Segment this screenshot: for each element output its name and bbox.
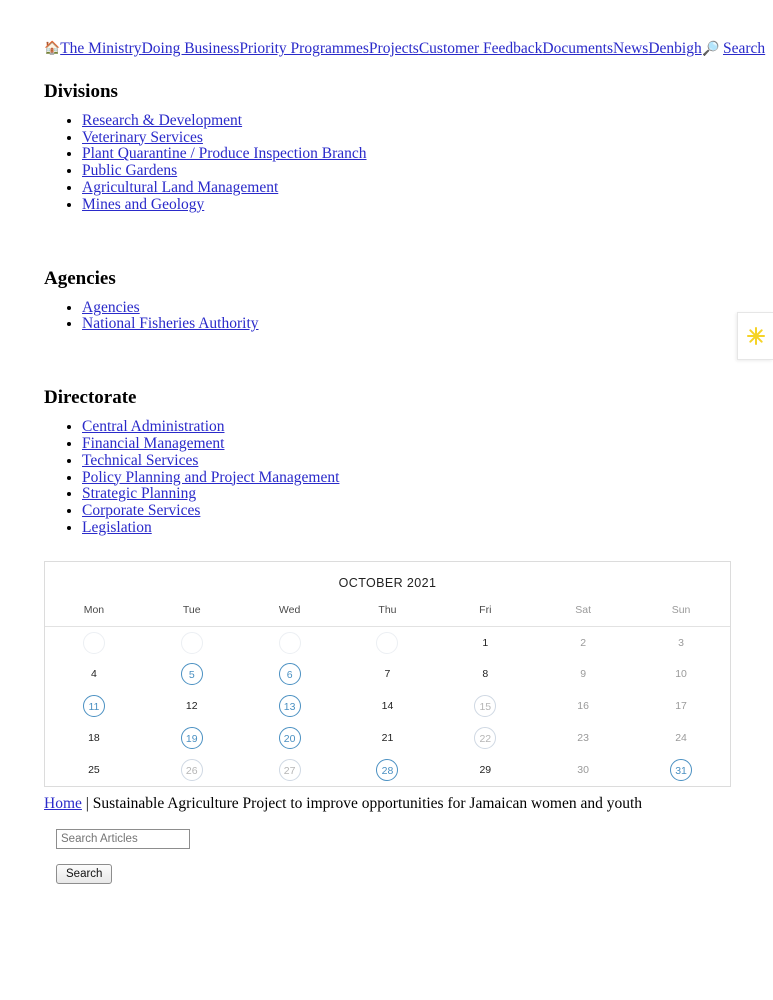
calendar-cell[interactable]	[632, 722, 730, 754]
spacer	[44, 343, 729, 365]
list-item	[82, 436, 729, 453]
link-research-development[interactable]: Research & Development	[82, 111, 243, 129]
day-15[interactable]: 15	[474, 695, 496, 717]
day-9[interactable]: 9	[580, 668, 587, 681]
events-calendar	[44, 561, 731, 788]
spacer	[44, 224, 729, 246]
day-28[interactable]: 28	[376, 759, 398, 781]
day-31[interactable]: 31	[670, 759, 692, 781]
weekday-fri: Fri	[479, 603, 492, 616]
calendar-cell[interactable]	[632, 754, 730, 786]
breadcrumb-separator: |	[85, 795, 89, 813]
day-26[interactable]: 26	[181, 759, 203, 781]
link-plant-quarantine[interactable]: Plant Quarantine / Produce Inspection Branch	[82, 145, 367, 163]
day-18[interactable]: 18	[88, 732, 100, 745]
day-7[interactable]: 7	[384, 668, 391, 681]
list-item	[82, 180, 729, 197]
search-input[interactable]	[56, 829, 190, 849]
calendar-cell[interactable]	[45, 690, 143, 722]
link-mines-and-geology[interactable]: Mines and Geology	[82, 195, 205, 213]
calendar-cell[interactable]	[143, 658, 241, 690]
nav-item-denbigh[interactable]: Denbigh	[648, 40, 702, 57]
link-public-gardens[interactable]: Public Gardens	[82, 162, 178, 180]
day-17[interactable]: 17	[675, 700, 687, 713]
list-item	[82, 470, 729, 487]
calendar-cell[interactable]	[534, 626, 632, 658]
section-title-directorate: Directorate	[44, 387, 137, 409]
weekday-mon: Mon	[83, 603, 105, 616]
day-12[interactable]: 12	[185, 700, 198, 713]
link-legislation[interactable]: Legislation	[82, 518, 152, 536]
calendar-cell[interactable]	[632, 690, 730, 722]
day-5[interactable]: 5	[181, 663, 203, 685]
day-11[interactable]: 11	[83, 695, 105, 717]
link-strategic-planning[interactable]: Strategic Planning	[82, 485, 197, 503]
search-button[interactable]: Search	[56, 864, 112, 884]
link-technical-services[interactable]: Technical Services	[82, 451, 199, 469]
calendar-cell[interactable]	[534, 722, 632, 754]
calendar-cell[interactable]	[534, 658, 632, 690]
calendar-cell[interactable]	[632, 626, 730, 658]
calendar-cell[interactable]	[339, 722, 437, 754]
day-blank	[279, 632, 301, 654]
calendar-cell[interactable]	[436, 754, 534, 786]
calendar-cell[interactable]	[534, 690, 632, 722]
search-icon[interactable]: 🔍	[701, 42, 720, 57]
calendar-cell[interactable]	[241, 658, 339, 690]
weekday-sat: Sat	[575, 603, 592, 616]
day-10[interactable]: 10	[675, 668, 687, 681]
calendar-cell[interactable]	[45, 626, 143, 658]
weekday-thu: Thu	[378, 603, 397, 616]
breadcrumb-home-link[interactable]: Home	[44, 795, 82, 813]
link-agricultural-land-management[interactable]: Agricultural Land Management	[82, 178, 279, 196]
list-item	[82, 453, 729, 470]
breadcrumb	[0, 787, 773, 813]
calendar-week-row	[45, 690, 730, 722]
calendar-cell[interactable]	[143, 626, 241, 658]
day-2[interactable]: 2	[580, 636, 587, 649]
content-sections	[0, 81, 773, 537]
nav-item-news[interactable]: News	[613, 40, 649, 57]
calendar-cell[interactable]	[45, 754, 143, 786]
calendar-cell[interactable]	[241, 626, 339, 658]
floating-widget[interactable]	[737, 312, 773, 360]
list-item	[82, 520, 729, 537]
day-25[interactable]: 25	[88, 764, 100, 777]
day-8[interactable]: 8	[482, 668, 489, 681]
list-item	[82, 113, 729, 130]
calendar-week-row	[45, 626, 730, 658]
day-blank	[181, 632, 203, 654]
day-27[interactable]: 27	[279, 759, 301, 781]
weekday-wed: Wed	[278, 603, 301, 616]
day-21[interactable]: 21	[381, 732, 394, 745]
weekday-sun: Sun	[671, 603, 691, 616]
directorate-list	[44, 419, 729, 537]
calendar-body	[45, 626, 730, 786]
calendar-cell[interactable]	[339, 626, 437, 658]
day-14[interactable]: 14	[381, 700, 394, 713]
nav-item-customer-feedback[interactable]: Customer Feedback	[418, 40, 543, 57]
calendar-cell[interactable]	[143, 690, 241, 722]
calendar-cell[interactable]	[436, 626, 534, 658]
main-navigation	[0, 0, 773, 59]
section-title-divisions: Divisions	[44, 80, 118, 102]
day-20[interactable]: 20	[279, 727, 301, 749]
divisions-list	[44, 113, 729, 214]
agencies-list	[44, 300, 729, 334]
list-item	[82, 503, 729, 520]
calendar-cell[interactable]	[143, 722, 241, 754]
day-4[interactable]: 4	[91, 668, 97, 681]
day-6[interactable]: 6	[279, 663, 301, 685]
list-item	[82, 146, 729, 163]
link-agencies[interactable]: Agencies	[82, 298, 140, 316]
article-search-form	[0, 813, 773, 884]
calendar-cell[interactable]	[534, 754, 632, 786]
day-24[interactable]: 24	[675, 732, 687, 745]
nav-item-projects[interactable]: Projects	[368, 40, 419, 57]
day-30[interactable]: 30	[577, 764, 589, 777]
list-item	[82, 197, 729, 214]
section-title-agencies: Agencies	[44, 267, 116, 289]
link-corporate-services[interactable]: Corporate Services	[82, 502, 201, 520]
sparkle-icon[interactable]	[746, 326, 766, 346]
link-veterinary-services[interactable]: Veterinary Services	[82, 128, 203, 146]
list-item	[82, 163, 729, 180]
calendar-cell[interactable]	[241, 690, 339, 722]
day-23[interactable]: 23	[577, 732, 589, 745]
calendar-week-row	[45, 658, 730, 690]
nav-item-priority-programmes[interactable]: Priority Programmes	[239, 40, 369, 57]
list-item	[82, 300, 729, 317]
day-19[interactable]: 19	[181, 727, 203, 749]
calendar-cell[interactable]	[436, 690, 534, 722]
nav-item-the-ministry[interactable]: The Ministry	[60, 40, 142, 57]
breadcrumb-current: Sustainable Agriculture Project to improve opportunities for Jamaican women and youth	[92, 795, 643, 813]
day-blank	[83, 632, 105, 654]
calendar-cell[interactable]	[143, 754, 241, 786]
link-central-administration[interactable]: Central Administration	[82, 418, 225, 436]
nav-item-doing-business[interactable]: Doing Business	[141, 40, 240, 57]
list-item	[82, 486, 729, 503]
calendar-cell[interactable]	[339, 754, 437, 786]
weekday-tue: Tue	[182, 603, 201, 616]
link-national-fisheries-authority[interactable]: National Fisheries Authority	[82, 315, 259, 333]
list-item	[82, 316, 729, 333]
calendar-table	[45, 602, 730, 787]
calendar-week-row	[45, 754, 730, 786]
day-3[interactable]: 3	[678, 636, 684, 649]
calendar-cell[interactable]	[241, 722, 339, 754]
calendar-cell[interactable]	[339, 690, 437, 722]
home-icon[interactable]: 🏠	[44, 40, 61, 55]
calendar-cell[interactable]	[436, 658, 534, 690]
calendar-cell[interactable]	[339, 658, 437, 690]
link-financial-management[interactable]: Financial Management	[82, 434, 225, 452]
nav-search-link[interactable]: Search	[723, 40, 766, 57]
day-22[interactable]: 22	[474, 727, 496, 749]
calendar-cell[interactable]	[632, 658, 730, 690]
calendar-cell[interactable]	[45, 658, 143, 690]
link-policy-planning-project-management[interactable]: Policy Planning and Project Management	[82, 468, 340, 486]
day-13[interactable]: 13	[279, 695, 301, 717]
nav-item-documents[interactable]: Documents	[542, 40, 613, 57]
calendar-cell[interactable]	[436, 722, 534, 754]
list-item	[82, 419, 729, 436]
calendar-week-row	[45, 722, 730, 754]
calendar-cell[interactable]	[241, 754, 339, 786]
day-16[interactable]: 16	[577, 700, 589, 713]
day-blank	[376, 632, 398, 654]
calendar-header-row	[45, 602, 730, 627]
calendar-cell[interactable]	[45, 722, 143, 754]
day-29[interactable]: 29	[479, 764, 492, 777]
day-1[interactable]: 1	[482, 636, 489, 649]
list-item	[82, 130, 729, 147]
calendar-title: OCTOBER 2021	[338, 575, 437, 590]
